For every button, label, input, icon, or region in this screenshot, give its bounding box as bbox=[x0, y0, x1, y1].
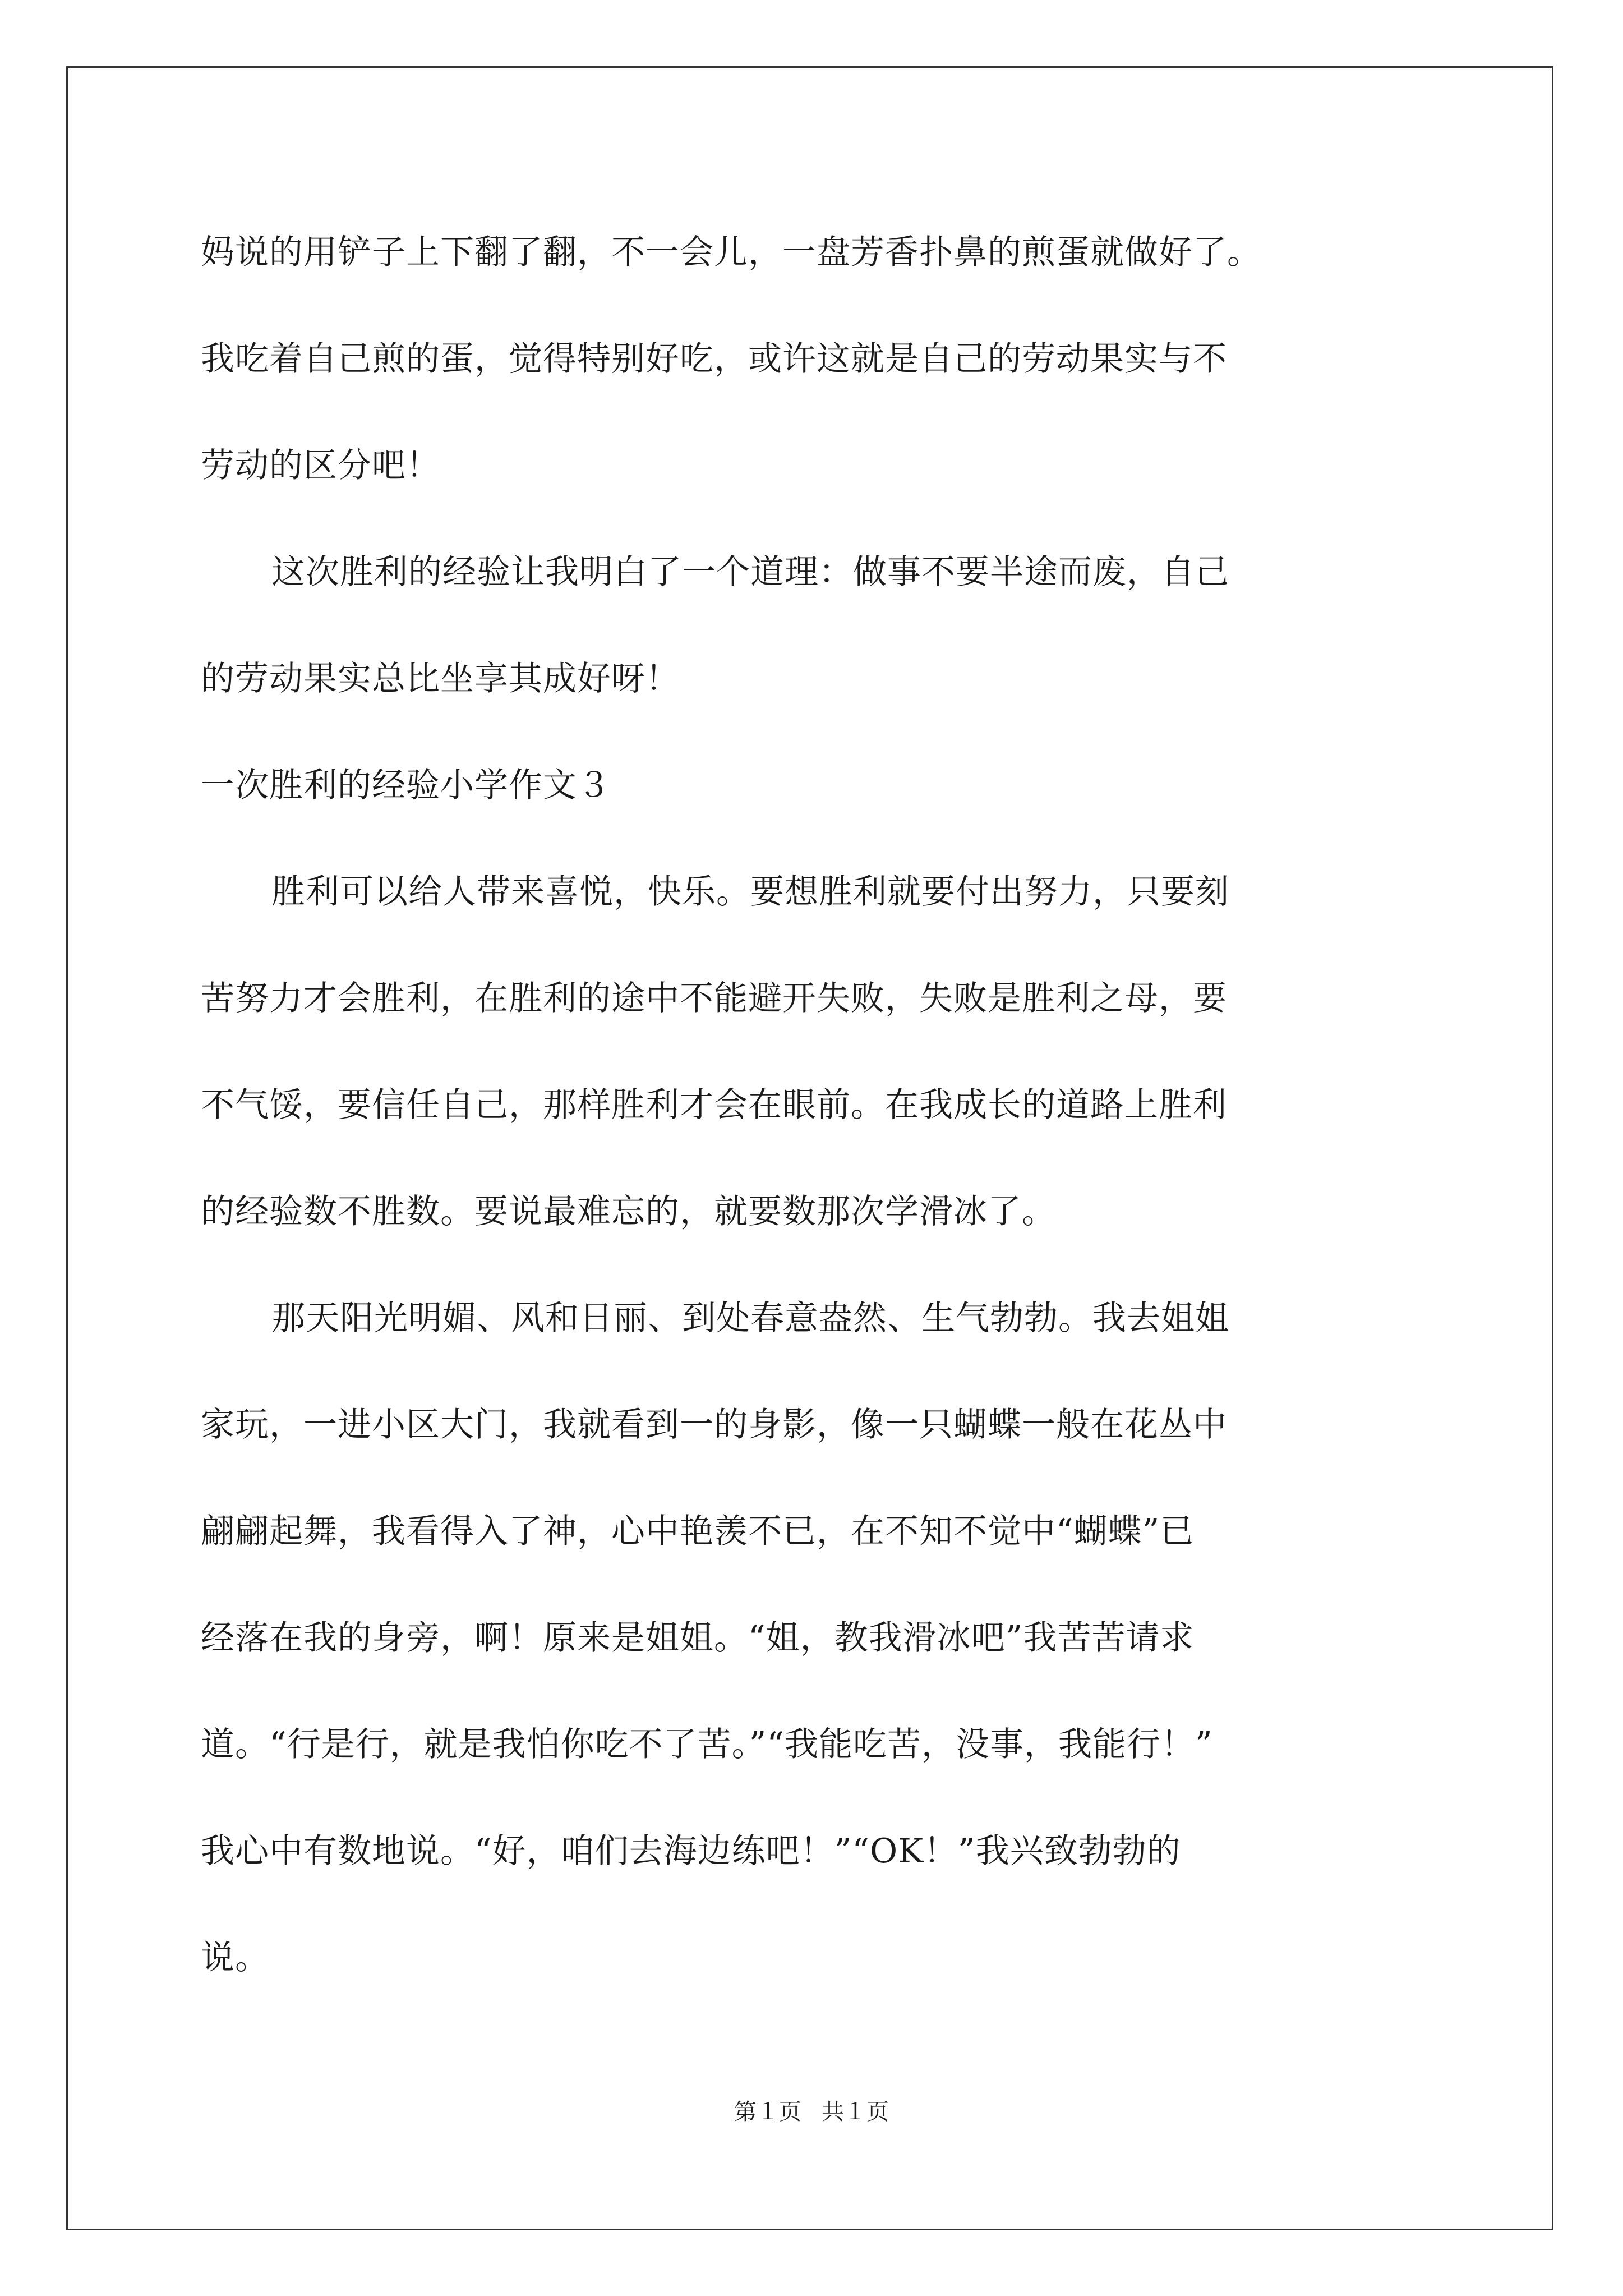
page-total: 共１页 bbox=[822, 2099, 889, 2125]
text-line: 说。 bbox=[201, 1938, 269, 1977]
text-line: 妈说的用铲子上下翻了翻，不一会儿，一盘芳香扑鼻的煎蛋就做好了。 bbox=[201, 233, 1261, 272]
text-line: 翩翩起舞，我看得入了神，心中艳羡不已，在不知不觉中“蝴蝶”已 bbox=[201, 1512, 1195, 1551]
text-line: 不气馁，要信任自己，那样胜利才会在眼前。在我成长的道路上胜利 bbox=[201, 1085, 1227, 1125]
text-line: 的经验数不胜数。要说最难忘的，就要数那次学滑冰了。 bbox=[201, 1192, 1056, 1231]
text-line: 苦努力才会胜利，在胜利的途中不能避开失败，失败是胜利之母，要 bbox=[201, 979, 1227, 1018]
text-line: 的劳动果实总比坐享其成好呀！ bbox=[201, 659, 680, 698]
page-border bbox=[66, 66, 1553, 2230]
text-line: 我吃着自己煎的蛋，觉得特别好吃，或许这就是自己的劳动果实与不 bbox=[201, 339, 1227, 379]
paragraph-first-line: 胜利可以给人带来喜悦，快乐。要想胜利就要付出努力，只要刻 bbox=[271, 872, 1229, 912]
paragraph-first-line: 那天阳光明媚、风和日丽、到处春意盎然、生气勃勃。我去姐姐 bbox=[271, 1299, 1229, 1338]
text-line: 经落在我的身旁，啊！原来是姐姐。“姐，教我滑冰吧”我苦苦请求 bbox=[201, 1618, 1195, 1658]
paragraph-first-line: 这次胜利的经验让我明白了一个道理：做事不要半途而废，自己 bbox=[271, 553, 1229, 592]
text-line: 家玩，一进小区大门，我就看到一的身影，像一只蝴蝶一般在花丛中 bbox=[201, 1405, 1227, 1444]
text-line: 我心中有数地说。“好，咱们去海边练吧！”“OK！”我兴致勃勃的 bbox=[201, 1832, 1181, 1871]
text-line: 劳动的区分吧！ bbox=[201, 446, 440, 485]
page-footer bbox=[0, 2098, 1623, 2126]
page-number: 第１页 bbox=[734, 2099, 801, 2125]
text-line: 道。“行是行，就是我怕你吃不了苦。”“我能吃苦，没事，我能行！” bbox=[201, 1725, 1213, 1764]
section-heading: 一次胜利的经验小学作文３ bbox=[201, 766, 611, 805]
